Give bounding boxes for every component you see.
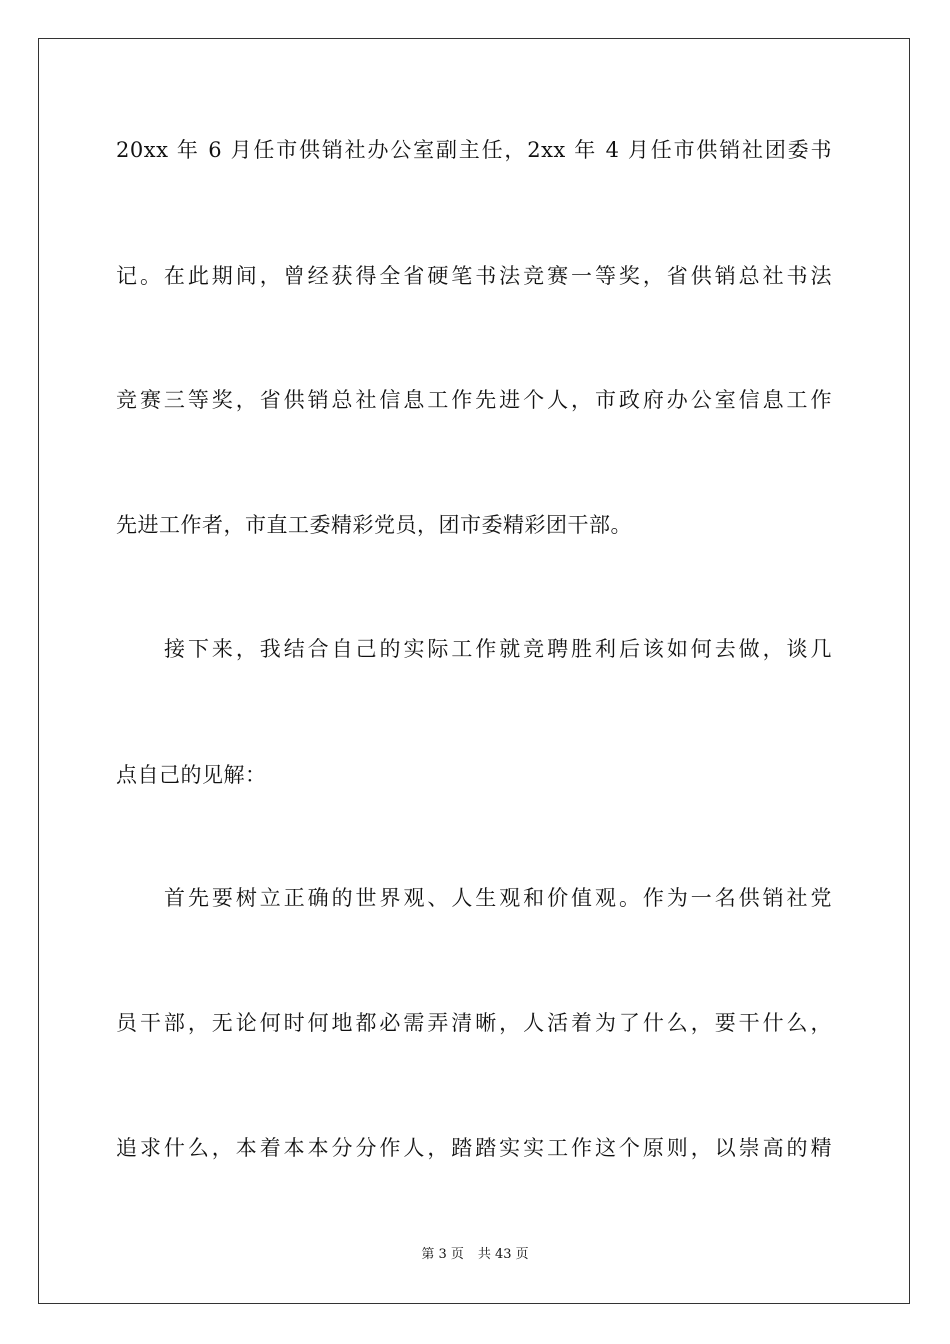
text-line-7: 首先要树立正确的世界观、人生观和价值观。作为一名供销社党 xyxy=(164,886,832,910)
page-border xyxy=(38,38,910,1304)
text-line-5: 接下来，我结合自己的实际工作就竞聘胜利后该如何去做，谈几 xyxy=(164,637,832,661)
text-line-8: 员干部，无论何时何地都必需弄清晰，人活着为了什么，要干什么， xyxy=(116,1011,832,1035)
text-line-4: 先进工作者，市直工委精彩党员，团市委精彩团干部。 xyxy=(116,513,632,537)
text-line-2: 记。在此期间，曾经获得全省硬笔书法竞赛一等奖，省供销总社书法 xyxy=(116,264,832,288)
text-line-1: 20xx 年 6 月任市供销社办公室副主任，2xx 年 4 月任市供销社团委书 xyxy=(116,138,832,162)
total-pages: 共 43 页 xyxy=(477,1247,529,1262)
text-line-3: 竞赛三等奖，省供销总社信息工作先进个人，市政府办公室信息工作 xyxy=(116,388,832,412)
text-line-6: 点自己的见解： xyxy=(116,763,267,787)
page-number: 第 3 页 xyxy=(421,1247,464,1262)
page-footer xyxy=(0,1246,950,1264)
text-line-9: 追求什么，本着本本分分作人，踏踏实实工作这个原则，以崇高的精 xyxy=(116,1136,832,1160)
